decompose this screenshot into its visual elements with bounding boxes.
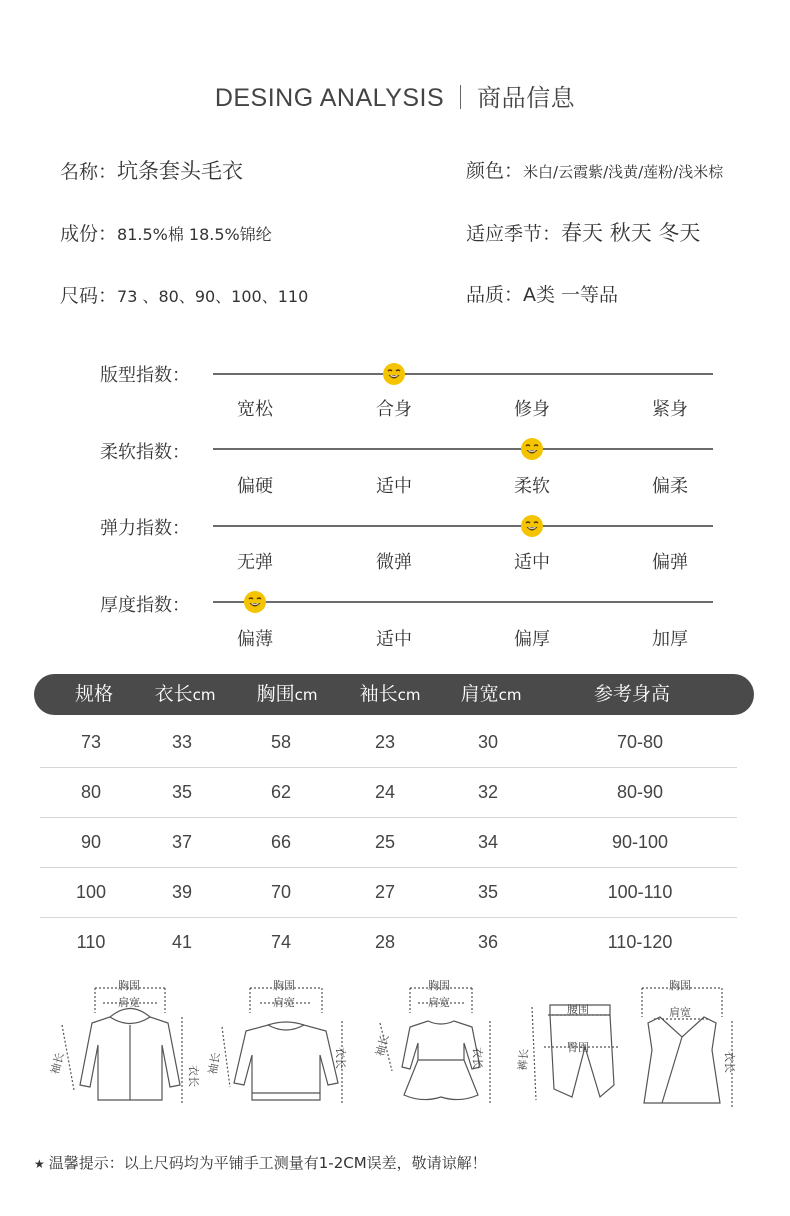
table-cell: 33: [171, 732, 193, 752]
table-cell: 74: [270, 932, 292, 952]
smiley-face-icon: [243, 590, 267, 614]
index-option: 偏厚: [514, 629, 550, 650]
index-option: 修身: [514, 399, 550, 420]
label-chest: 胸围: [669, 979, 691, 992]
measurement-tip: [34, 1152, 487, 1173]
table-header-cell: [360, 674, 421, 715]
label-pants-length: 裤长: [516, 1048, 531, 1072]
table-header-cell: [75, 674, 113, 715]
smiley-face-icon: [382, 362, 406, 386]
table-cell: 100-110: [607, 882, 673, 902]
table-cell: 100: [75, 882, 107, 902]
table-cell: 62: [270, 782, 292, 802]
table-cell: 80-90: [616, 782, 664, 802]
label-hip: 臀围: [567, 1041, 589, 1054]
label-shoulder: 肩宽: [428, 996, 450, 1009]
table-cell: 35: [171, 782, 193, 802]
label-length: 衣长: [187, 1065, 200, 1087]
label-chest: 胸围: [118, 979, 140, 992]
tip-text: 温馨提示：以上尺码均为平铺手工测量有1-2CM误差，敬请谅解！: [48, 1154, 487, 1172]
index-option: 偏柔: [652, 476, 688, 497]
index-line: [213, 601, 713, 603]
info-comp-value: 81.5%棉 18.5%锦纶: [117, 225, 272, 244]
info-name-label: 名称：: [60, 161, 118, 183]
info-color-label: 颜色：: [466, 160, 524, 182]
header-main: 衣长: [154, 683, 193, 705]
index-line: [213, 373, 713, 375]
index-option: 适中: [376, 476, 412, 497]
header-unit: cm: [192, 686, 216, 704]
table-header-cell: [461, 674, 522, 715]
index-option: 无弹: [237, 552, 273, 573]
size-table-header: [34, 674, 754, 715]
info-color-value: 米白/云霞紫/浅黄/莲粉/浅米棕: [523, 163, 724, 181]
table-cell: 25: [374, 832, 396, 852]
info-comp-label: 成份：: [60, 223, 118, 245]
label-length: 衣长: [723, 1051, 736, 1073]
index-option: 适中: [376, 629, 412, 650]
table-row: [40, 767, 737, 818]
index-option: 偏弹: [652, 552, 688, 573]
info-size: [60, 281, 308, 308]
header-unit: cm: [294, 686, 318, 704]
index-option: 柔软: [514, 476, 550, 497]
star-icon: ★: [34, 1157, 45, 1171]
label-shoulder: 肩宽: [118, 996, 140, 1009]
header-main: 规格: [74, 683, 114, 705]
table-cell: 30: [477, 732, 499, 752]
info-season-label: 适应季节：: [466, 223, 562, 245]
index-option: 合身: [376, 399, 412, 420]
index-line: [213, 525, 713, 527]
table-cell: 80: [80, 782, 102, 802]
title-divider: [460, 85, 461, 109]
smiley-face-icon: [520, 437, 544, 461]
label-waist: 腰围: [567, 1003, 589, 1016]
index-label: 版型指数：: [100, 365, 190, 386]
table-cell: 27: [374, 882, 396, 902]
table-cell: 66: [270, 832, 292, 852]
measurement-diagrams: [40, 975, 760, 1115]
table-cell: 73: [80, 732, 102, 752]
table-row: [40, 867, 737, 918]
header-main: 肩宽: [460, 683, 499, 705]
info-season: [466, 217, 700, 247]
page-title: [0, 78, 790, 113]
table-cell: 37: [171, 832, 193, 852]
title-english: DESING ANALYSIS: [214, 84, 445, 112]
header-main: 胸围: [256, 683, 295, 705]
index-option: 加厚: [652, 629, 688, 650]
header-unit: cm: [498, 686, 522, 704]
table-cell: 32: [477, 782, 499, 802]
info-quality: [466, 280, 618, 307]
table-row: [40, 817, 737, 868]
table-cell: 24: [374, 782, 396, 802]
label-sleeve: 袖长: [373, 1033, 392, 1058]
table-cell: 90-100: [611, 832, 669, 852]
table-cell: 35: [477, 882, 499, 902]
info-size-value: 73 、80、90、100、110: [117, 287, 309, 306]
index-option: 偏薄: [237, 629, 273, 650]
table-cell: 58: [270, 732, 292, 752]
table-header-cell: [155, 674, 216, 715]
smiley-face-icon: [520, 514, 544, 538]
index-label: 厚度指数：: [100, 595, 190, 616]
table-cell: 90: [80, 832, 102, 852]
table-cell: 39: [171, 882, 193, 902]
table-cell: 70-80: [616, 732, 664, 752]
label-chest: 胸围: [428, 979, 450, 992]
info-composition: [60, 219, 272, 246]
label-chest: 胸围: [273, 979, 295, 992]
label-length: 衣长: [334, 1047, 347, 1069]
header-main: 袖长: [359, 683, 398, 705]
info-size-label: 尺码：: [60, 285, 118, 307]
table-cell: 36: [477, 932, 499, 952]
table-header-cell: [594, 674, 670, 715]
table-row: [40, 917, 737, 967]
index-label: 柔软指数：: [100, 442, 190, 463]
index-option: 适中: [514, 552, 550, 573]
info-name: [60, 155, 243, 185]
header-main: 参考身高: [593, 683, 671, 705]
info-quality-value: A类 一等品: [523, 284, 619, 306]
label-sleeve: 袖长: [48, 1051, 67, 1076]
header-unit: cm: [397, 686, 421, 704]
label-shoulder: 肩宽: [669, 1006, 691, 1019]
label-length: 衣长: [471, 1047, 484, 1069]
label-shoulder: 肩宽: [273, 996, 295, 1009]
index-option: 紧身: [652, 399, 688, 420]
table-cell: 34: [477, 832, 499, 852]
table-cell: 110-120: [607, 932, 673, 952]
index-option: 宽松: [237, 399, 273, 420]
table-row: [40, 717, 737, 768]
index-label: 弹力指数：: [100, 518, 190, 539]
table-cell: 70: [270, 882, 292, 902]
table-cell: 110: [76, 932, 106, 952]
table-cell: 23: [374, 732, 396, 752]
info-season-value: 春天 秋天 冬天: [561, 221, 701, 245]
info-name-value: 坑条套头毛衣: [117, 159, 244, 183]
table-cell: 41: [171, 932, 193, 952]
info-quality-label: 品质：: [466, 284, 524, 306]
table-header-cell: [257, 674, 318, 715]
index-option: 偏硬: [237, 476, 273, 497]
index-line: [213, 448, 713, 450]
index-option: 微弹: [376, 552, 412, 573]
title-chinese: 商品信息: [477, 84, 576, 112]
label-sleeve: 袖长: [206, 1051, 223, 1076]
info-color: [466, 156, 723, 183]
table-cell: 28: [374, 932, 396, 952]
